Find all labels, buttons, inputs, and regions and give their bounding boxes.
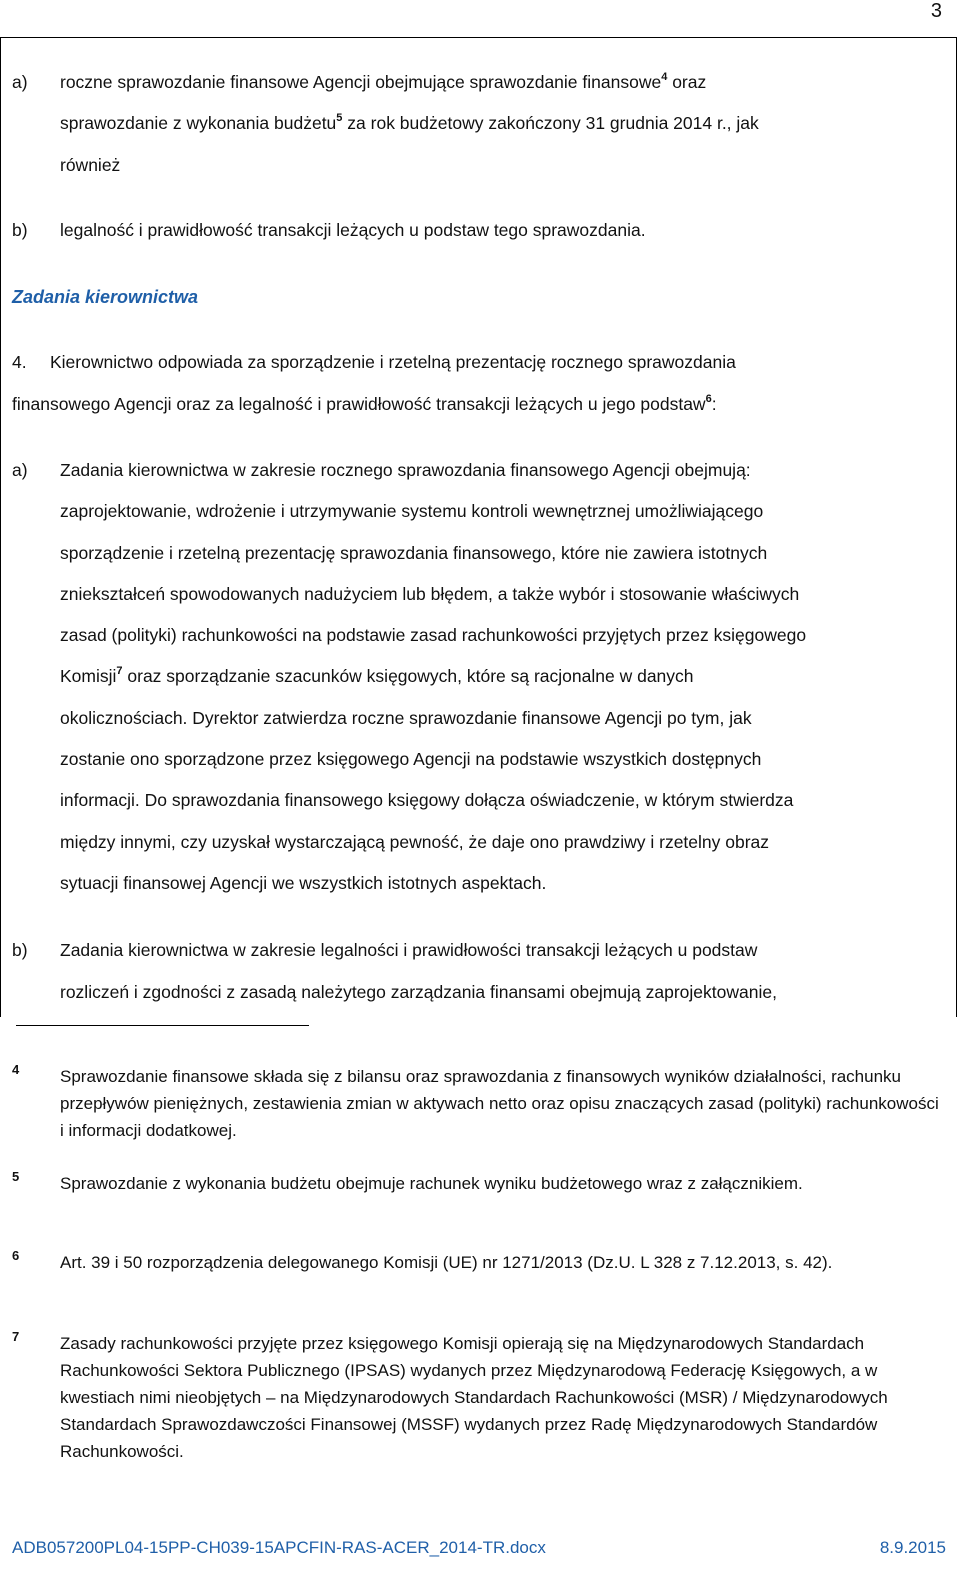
list-label-a: a) [12, 460, 28, 480]
page-footer [12, 1538, 946, 1558]
footnote-ref-5[interactable]: 5 [336, 112, 343, 124]
item-a-line: między innymi, czy uzyskał wystarczającą pewność, że daje ono prawdziwy i rzetelny obraz [60, 832, 770, 852]
list-label-b: b) [12, 220, 28, 240]
list-label-b: b) [12, 940, 28, 960]
section-heading: Zadania kierownictwa [12, 287, 199, 307]
section-a-line1 [60, 72, 706, 93]
text-run: sprawozdanie z wykonania budżetu [60, 113, 337, 133]
item-a-line: zaprojektowanie, wdrożenie i utrzymywanie systemu kontroli wewnętrznej umożliwiającego [60, 501, 764, 521]
text-run: roczne sprawozdanie finansowe Agencji obejmujące sprawozdanie finansowe [60, 72, 662, 92]
para4-line2 [12, 394, 717, 415]
text-run: za rok budżetowy zakończony 31 grudnia 2014 r., jak [342, 113, 759, 133]
footnote-ref-7[interactable]: 7 [116, 665, 123, 677]
footnote-ref-6[interactable]: 6 [705, 393, 712, 405]
text-run: oraz [667, 72, 707, 92]
section-b-text: legalność i prawidłowość transakcji leżących u podstaw tego sprawozdania. [60, 220, 646, 240]
item-a-line: Zadania kierownictwa w zakresie rocznego sprawozdania finansowego Agencji obejmują: [60, 460, 751, 480]
footnote-ref-4[interactable]: 4 [661, 71, 668, 83]
footnote-number: 4 [12, 1062, 20, 1077]
footnote-text: Art. 39 i 50 rozporządzenia delegowanego Komisji (UE) nr 1271/2013 (Dz.U. L 328 z 7.12.2013, s. 42). [60, 1253, 833, 1272]
para4-line1: Kierownictwo odpowiada za sporządzenie i rzetelną prezentację rocznego sprawozdania [50, 352, 736, 372]
list-label-a: a) [12, 72, 28, 92]
item-b-line: Zadania kierownictwa w zakresie legalności i prawidłowości transakcji leżących u podstaw [60, 940, 758, 960]
footnote-number: 6 [12, 1248, 20, 1263]
text-run: finansowego Agencji oraz za legalność i prawidłowość transakcji leżących u jego podstaw [12, 394, 706, 414]
document-id: ADB057200PL04-15PP-CH039-15APCFIN-RAS-ACER_2014-TR.docx [12, 1538, 546, 1557]
footnote-number: 5 [12, 1169, 20, 1184]
document-date: 8.9.2015 [879, 1538, 946, 1557]
item-a-line: sporządzenie i rzetelną prezentację sprawozdania finansowego, które nie zawiera istotnych [60, 543, 768, 563]
section-a-line3: również [60, 155, 121, 175]
footnote-number: 7 [12, 1329, 20, 1344]
paragraph-number: 4. [12, 352, 27, 372]
item-a-line: zniekształceń spowodowanych nadużyciem lub błędem, a także wybór i stosowanie właściwych [60, 584, 800, 604]
text-run: oraz sporządzanie szacunków księgowych, które są racjonalne w danych [122, 666, 694, 686]
footnote-separator [16, 1025, 309, 1026]
item-a-line: okolicznościach. Dyrektor zatwierdza roczne sprawozdanie finansowe Agencji po tym, jak [60, 708, 752, 728]
page-number: 3 [930, 0, 942, 22]
footnote-text: Zasady rachunkowości przyjęte przez księgowego Komisji opierają się na Międzynarodowych Standardach Rachunkowości Sektora Publicznego (IPSAS) wydanych przez Międzynarodową Federację Księgowych, a w kwestiach nimi nieobjętych – na Międzynarodowych Standardach Rachunkowości (MSR) / Międzynarodowych Standardach Sprawozdawczości Finansowej (MSSF) wydanych przez Radę Międzynarodowych Standardów Rachunkowości. [60, 1334, 888, 1461]
text-run: Komisji [60, 666, 117, 686]
item-a-line: zasad (polityki) rachunkowości na podstawie zasad rachunkowości przyjętych przez księgowego [60, 625, 807, 645]
item-a-line: zostanie ono sporządzone przez księgowego Agencji na podstawie wszystkich dostępnych [60, 749, 762, 769]
text-run: : [711, 394, 717, 414]
item-a-line [60, 666, 694, 687]
footnote-text: Sprawozdanie finansowe składa się z bilansu oraz sprawozdania z finansowych wyników działalności, rachunku przepływów pieniężnych, zestawienia zmian w aktywach netto oraz opisu znaczących zasad (polityki) rachunkowości i informacji dodatkowej. [60, 1067, 939, 1140]
report-frame [0, 37, 957, 1017]
item-a-line: sytuacji finansowej Agencji we wszystkich istotnych aspektach. [60, 873, 547, 893]
item-b-line: rozliczeń i zgodności z zasadą należytego zarządzania finansami obejmują zaprojektowanie, [60, 982, 777, 1002]
item-a-line: informacji. Do sprawozdania finansowego księgowy dołącza oświadczenie, w którym stwierdza [60, 790, 794, 810]
footnote-text: Sprawozdanie z wykonania budżetu obejmuje rachunek wyniku budżetowego wraz z załącznikiem. [60, 1174, 803, 1193]
section-a-line2 [60, 113, 759, 134]
